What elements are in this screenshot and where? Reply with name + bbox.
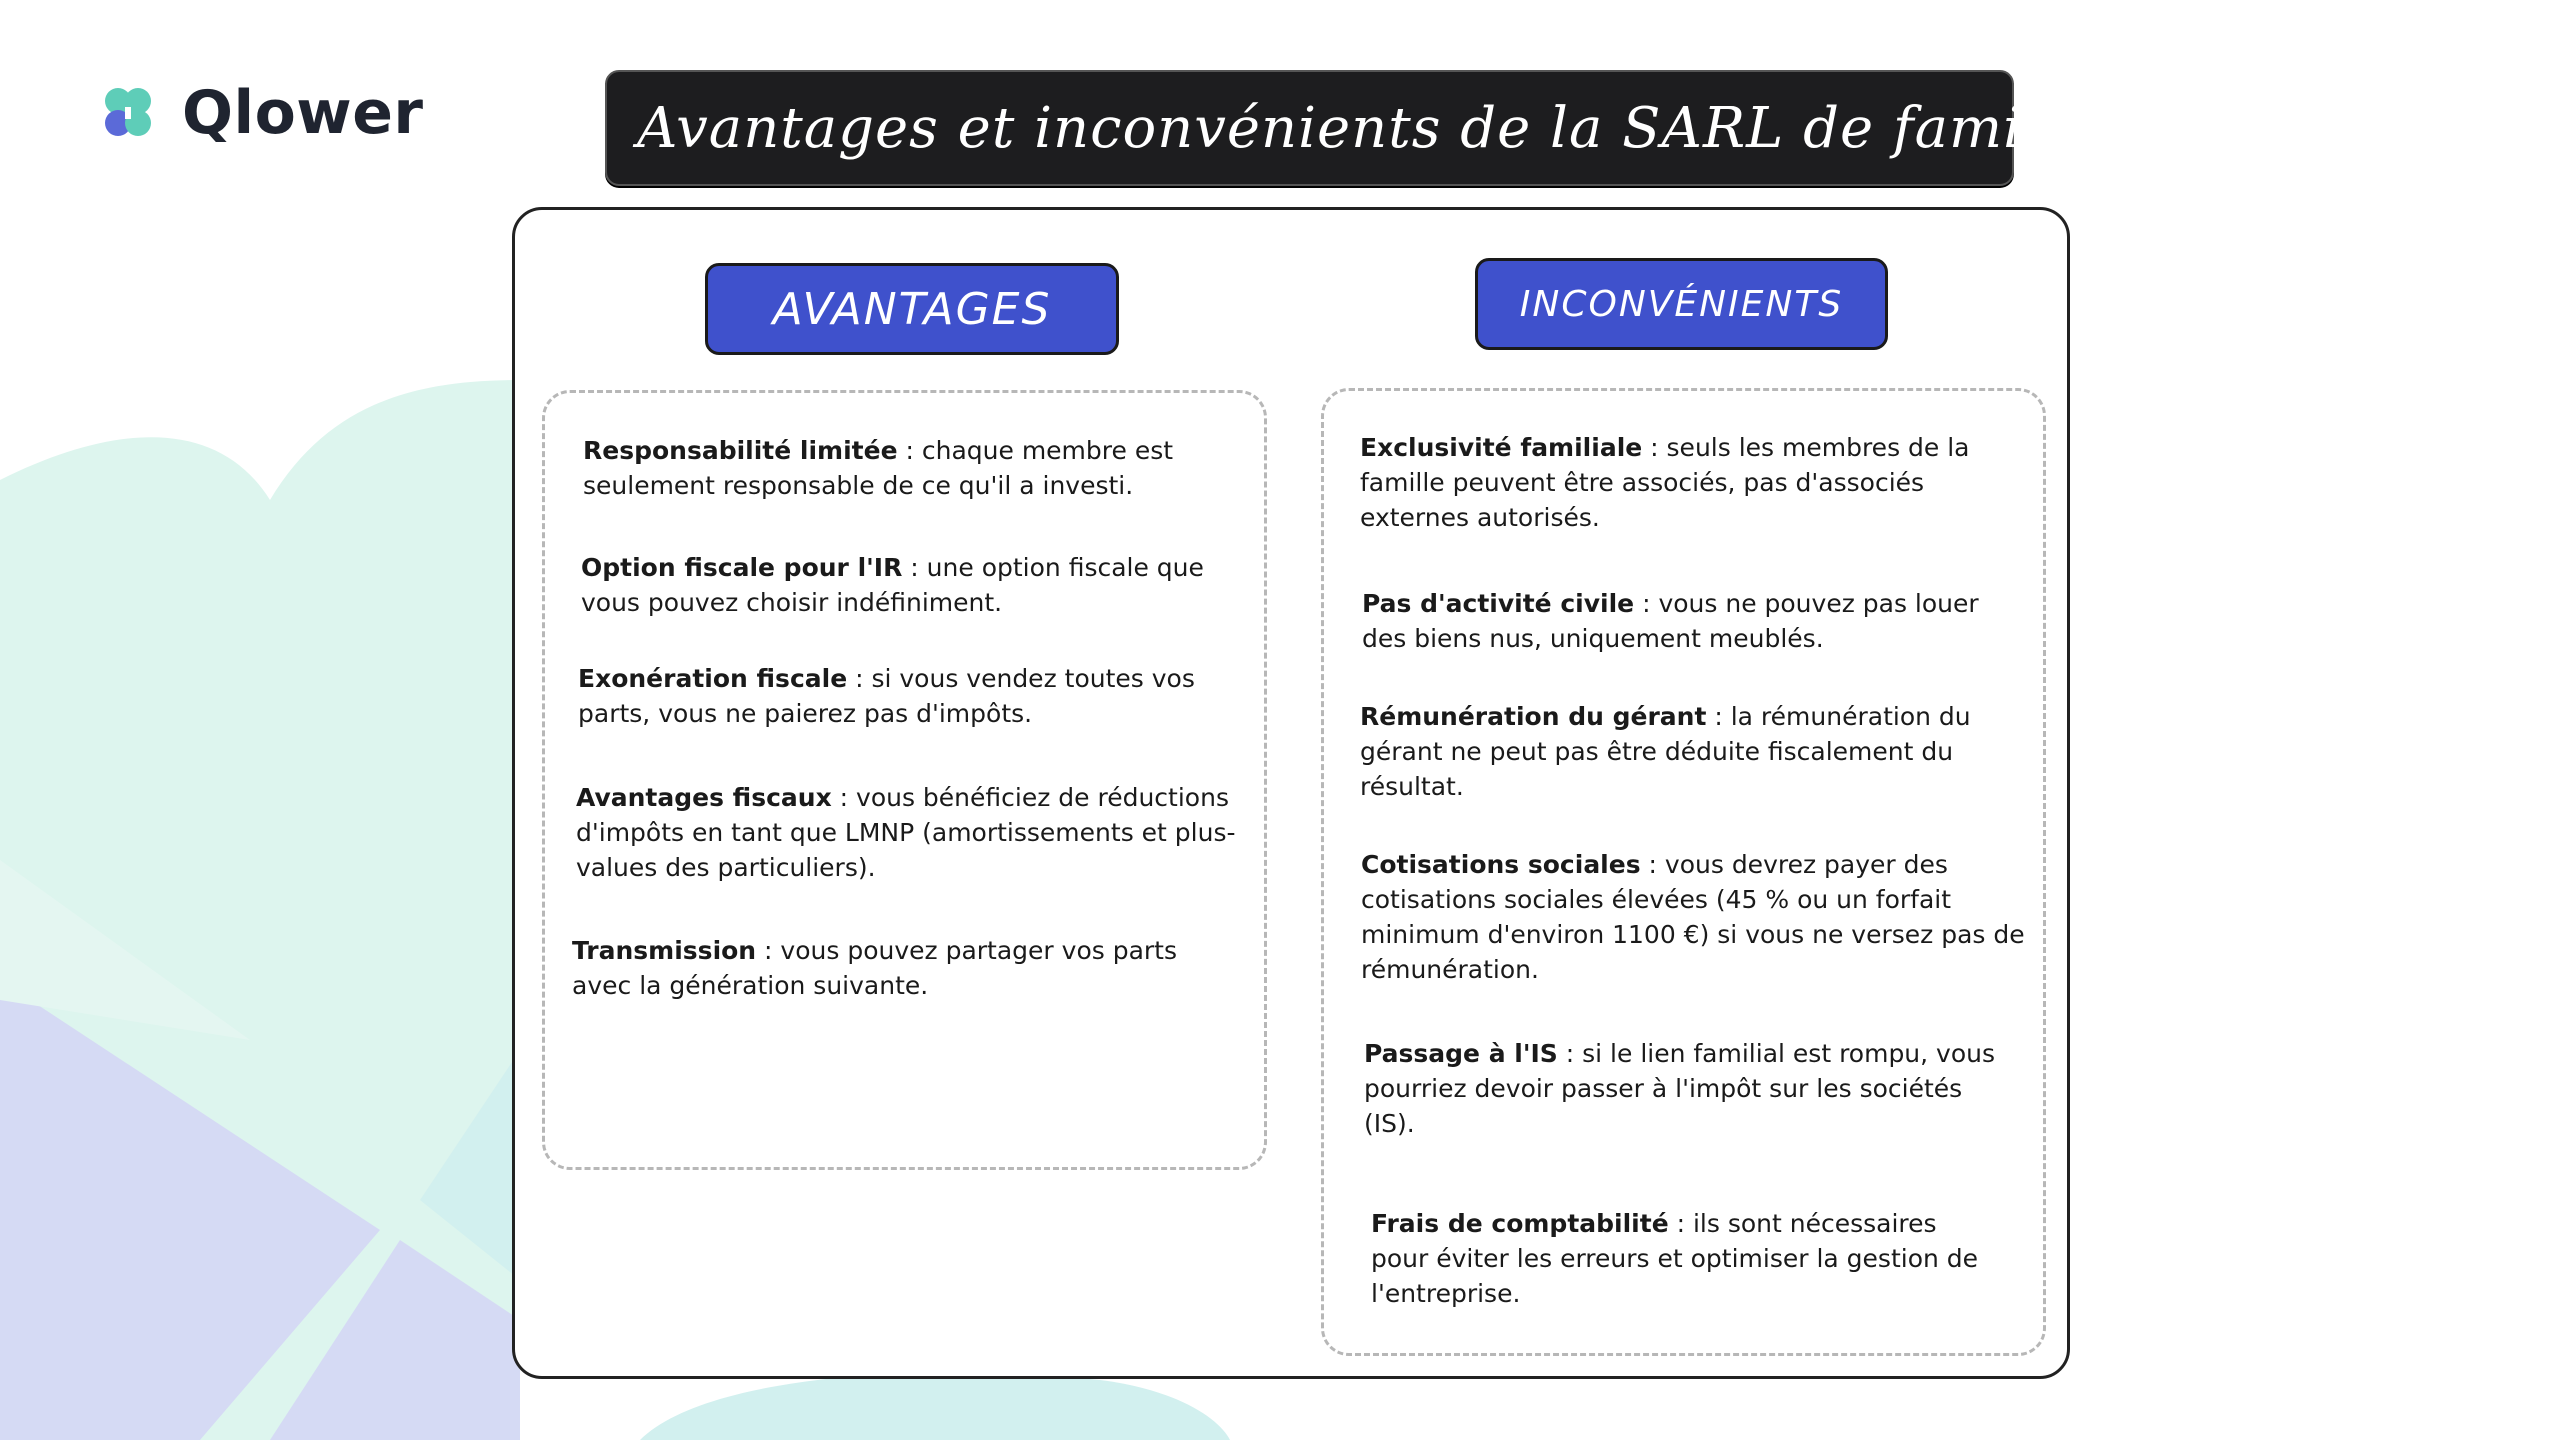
item-text: : vous ne pouvez pas louer des biens nus, uniquement meublés. [1362,589,1979,653]
title-banner [605,70,2094,186]
item-text: : seuls les membres de la famille peuvent être associés, pas d'associés externes autorisés. [1360,433,1970,532]
item-term: Rémunération du gérant [1360,702,1707,731]
item-text: : la rémunération du gérant ne peut pas être déduite fiscalement du résultat. [1360,702,1971,801]
item-term: Exclusivité familiale [1360,433,1643,462]
inconvenient-item-passage-is [1364,1036,2004,1141]
avantage-item-option-fiscale [581,550,1241,620]
avantage-item-avantages-fiscaux [576,780,1236,885]
item-text: : si le lien familial est rompu, vous pourriez devoir passer à l'impôt sur les sociétés (IS). [1364,1039,1996,1138]
item-term: Cotisations sociales [1361,850,1641,879]
inconvenient-item-cotisations [1361,847,2036,987]
avantage-item-exoneration [578,661,1218,731]
item-text: : chaque membre est seulement responsable de ce qu'il a investi. [583,436,1174,500]
clover-icon [96,81,160,145]
item-text: : si vous vendez toutes vos parts, vous ne paierez pas d'impôts. [578,664,1195,728]
inconvenient-item-frais-comptabilite [1371,1206,1991,1311]
item-term: Avantages fiscaux [576,783,832,812]
page-title: Avantages et inconvénients de la SARL de famille [637,95,2094,161]
item-term: Transmission [572,936,757,965]
item-text: : vous devrez payer des cotisations sociales élevées (45 % ou un forfait minimum d'environ 1100 €) si vous ne versez pas de rémunération. [1361,850,2025,984]
item-term: Responsabilité limitée [583,436,898,465]
avantage-item-transmission [572,933,1232,1003]
qlower-logo[interactable] [96,78,424,148]
item-term: Pas d'activité civile [1362,589,1635,618]
inconvenient-item-activite-civile [1362,586,2022,656]
item-term: Option fiscale pour l'IR [581,553,903,582]
inconvenient-item-exclusivite [1360,430,2005,535]
avantage-item-responsabilite [583,433,1223,503]
item-text: : vous bénéficiez de réductions d'impôts en tant que LMNP (amortissements et plus-values des particuliers). [576,783,1236,882]
inconvenients-header: INCONVÉNIENTS [1475,258,1888,350]
logo-text: Qlower [182,78,424,148]
item-text: : une option fiscale que vous pouvez choisir indéfiniment. [581,553,1204,617]
item-text: : ils sont nécessaires pour éviter les erreurs et optimiser la gestion de l'entreprise. [1371,1209,1979,1308]
item-term: Passage à l'IS [1364,1039,1558,1068]
cyan-blob-shape [640,1373,1230,1440]
item-term: Exonération fiscale [578,664,848,693]
item-text: : vous pouvez partager vos parts avec la génération suivante. [572,936,1178,1000]
inconvenient-item-remuneration [1360,699,2000,804]
avantages-header: AVANTAGES [705,263,1119,355]
item-term: Frais de comptabilité [1371,1209,1669,1238]
